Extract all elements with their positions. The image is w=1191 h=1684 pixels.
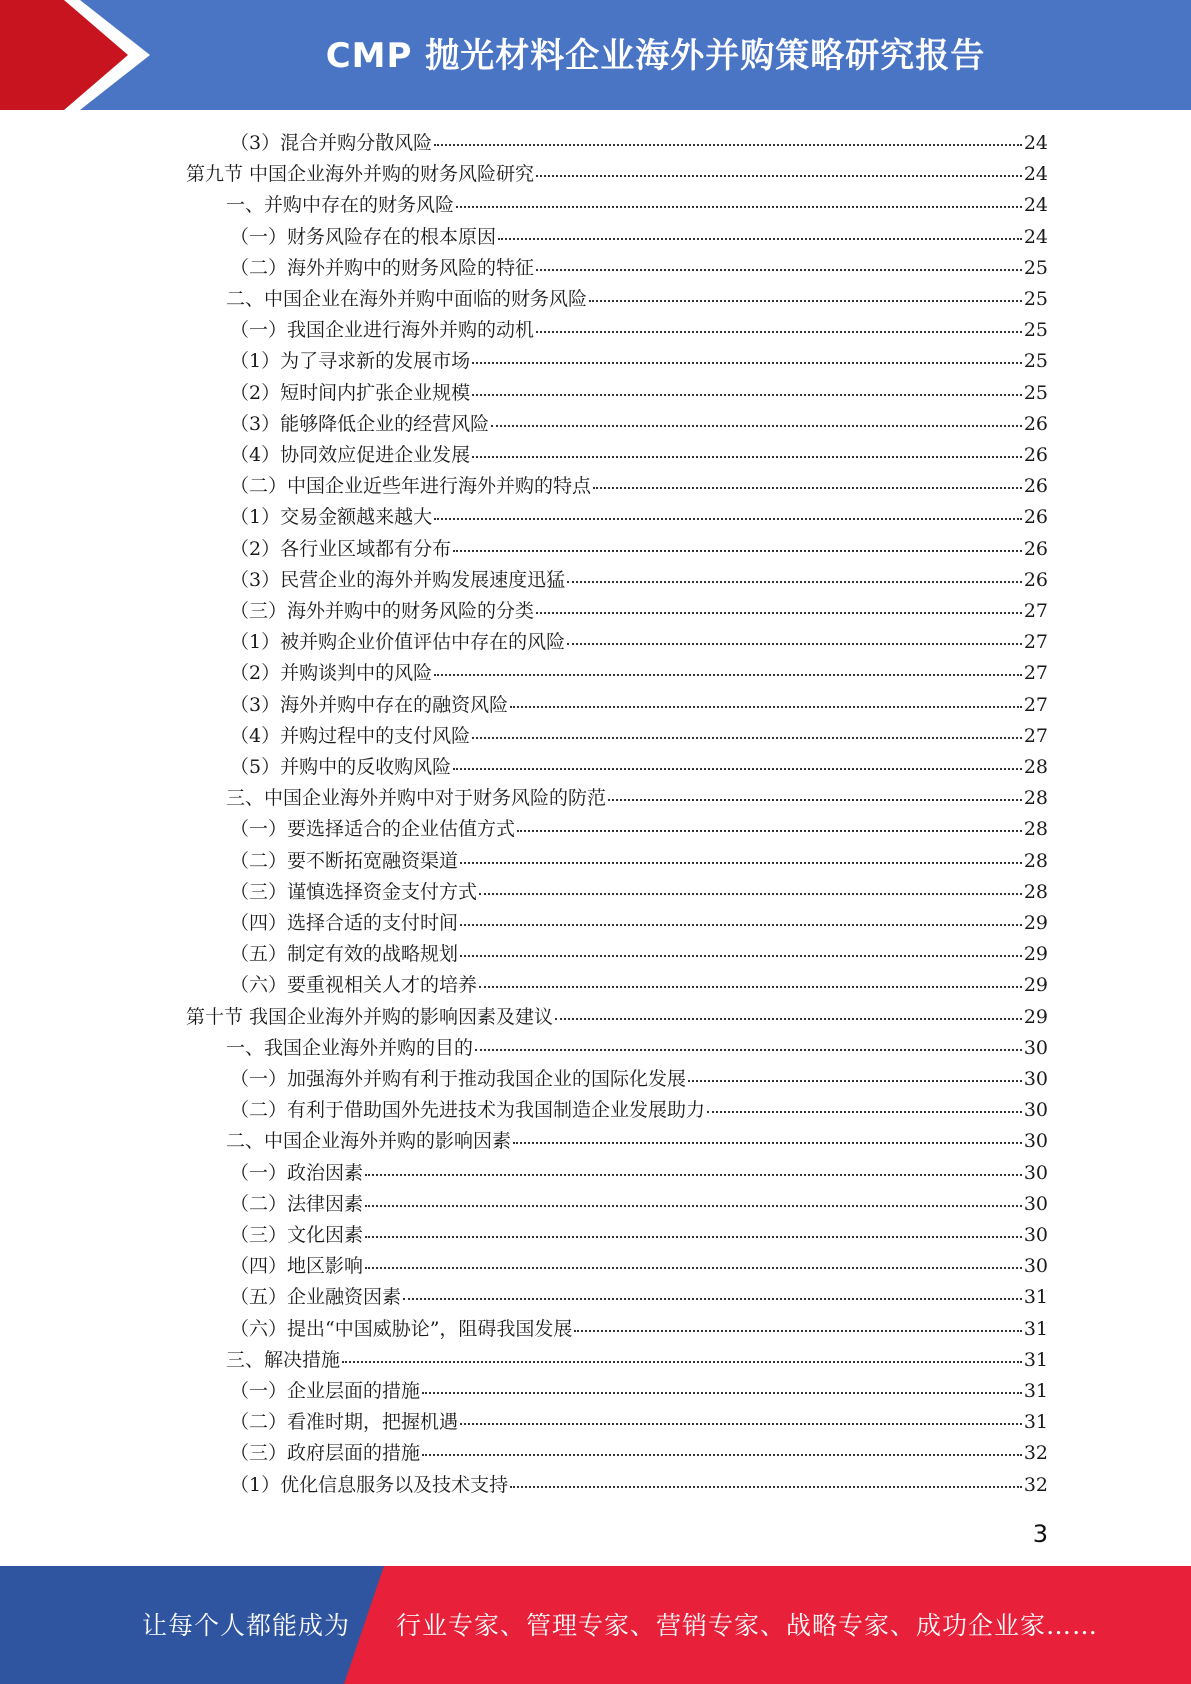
toc-dot-leader xyxy=(460,954,1022,957)
toc-entry[interactable] xyxy=(186,159,1048,189)
toc-dot-leader xyxy=(555,1017,1022,1020)
toc-entry-page: 29 xyxy=(1023,1005,1048,1028)
toc-entry-title: （2）各行业区域都有分布 xyxy=(230,537,452,560)
toc-dot-leader xyxy=(475,1048,1022,1051)
toc-entry-title: （2）短时间内扩张企业规模 xyxy=(230,381,471,404)
toc-entry-page: 29 xyxy=(1023,974,1048,997)
toc-entry-title: （二）法律因素 xyxy=(230,1192,364,1215)
toc-entry-page: 30 xyxy=(1023,1036,1048,1059)
toc-entry-title: （六）提出“中国威胁论”，阻碍我国发展 xyxy=(230,1317,573,1340)
toc-dot-leader xyxy=(608,798,1022,801)
footer-slogan-left: 让每个人都能成为 xyxy=(142,1611,351,1640)
toc-entry-title: 二、中国企业海外并购的影响因素 xyxy=(226,1130,512,1153)
toc-entry-title: （1）被并购企业价值评估中存在的风险 xyxy=(230,631,566,654)
toc-entry-page: 25 xyxy=(1023,256,1048,279)
toc-dot-leader xyxy=(574,1329,1021,1332)
toc-entry-title: （四）选择合适的支付时间 xyxy=(230,912,459,934)
toc-dot-leader xyxy=(567,580,1022,583)
toc-entry[interactable] xyxy=(226,190,1048,220)
toc-entry-title: （3）民营企业的海外并购发展速度迅猛 xyxy=(230,568,566,591)
toc-entry[interactable] xyxy=(230,1314,1048,1344)
toc-entry-title: （二）中国企业近些年进行海外并购的特点 xyxy=(230,475,592,498)
toc-entry-title: （三）海外并购中的财务风险的分类 xyxy=(230,600,535,622)
toc-entry[interactable] xyxy=(230,658,1048,688)
toc-entry[interactable] xyxy=(230,222,1048,252)
toc-entry-title: （二）海外并购中的财务风险的特征 xyxy=(230,256,535,279)
toc-entry[interactable] xyxy=(230,814,1048,844)
toc-entry[interactable] xyxy=(230,721,1048,751)
toc-dot-leader xyxy=(536,611,1022,614)
toc-entry[interactable] xyxy=(230,939,1048,969)
toc-entry-page: 30 xyxy=(1023,1130,1048,1153)
toc-entry-page: 26 xyxy=(1023,537,1048,560)
toc-entry-title: （5）并购中的反收购风险 xyxy=(230,756,452,778)
toc-entry-title: （二）有利于借助国外先进技术为我国制造企业发展助力 xyxy=(230,1099,706,1122)
toc-dot-leader xyxy=(593,486,1022,489)
toc-entry-title: （3）能够降低企业的经营风险 xyxy=(230,412,490,435)
toc-dot-leader xyxy=(472,455,1022,458)
report-title: CMP 抛光材料企业海外并购策略研究报告 xyxy=(325,36,986,76)
toc-entry[interactable] xyxy=(230,1220,1048,1250)
toc-dot-leader xyxy=(460,1422,1022,1425)
toc-entry[interactable] xyxy=(230,253,1048,283)
toc-entry[interactable] xyxy=(226,1033,1048,1063)
toc-entry-page: 31 xyxy=(1023,1286,1048,1309)
toc-entry-page: 30 xyxy=(1023,1224,1048,1246)
toc-dot-leader xyxy=(479,892,1022,895)
toc-entry[interactable] xyxy=(226,1345,1048,1375)
toc-entry-page: 31 xyxy=(1023,1411,1048,1434)
toc-entry-title: （1）交易金额越来越大 xyxy=(230,506,433,529)
toc-dot-leader xyxy=(589,299,1022,302)
toc-entry-title: （一）企业层面的措施 xyxy=(230,1380,421,1402)
toc-entry-title: （六）要重视相关人才的培养 xyxy=(230,974,478,997)
toc-entry-title: （1）为了寻求新的发展市场 xyxy=(230,350,471,373)
page-number: 3 xyxy=(1032,1520,1048,1548)
toc-entry[interactable] xyxy=(230,1470,1048,1500)
toc-entry[interactable] xyxy=(230,471,1048,501)
toc-entry[interactable] xyxy=(230,596,1048,626)
toc-entry-title: 三、中国企业海外并购中对于财务风险的防范 xyxy=(226,787,607,810)
toc-entry-title: （3）海外并购中存在的融资风险 xyxy=(230,693,509,716)
toc-entry-title: （二）看准时期，把握机遇 xyxy=(230,1411,459,1434)
toc-entry-title: （一）我国企业进行海外并购的动机 xyxy=(230,319,535,342)
toc-entry[interactable] xyxy=(230,1189,1048,1219)
toc-entry-page: 29 xyxy=(1023,912,1048,934)
toc-entry-page: 30 xyxy=(1023,1255,1048,1278)
toc-entry-page: 26 xyxy=(1023,444,1048,466)
toc-entry-title: （4）并购过程中的支付风险 xyxy=(230,724,471,747)
toc-entry[interactable] xyxy=(230,1095,1048,1125)
toc-entry[interactable] xyxy=(230,565,1048,595)
toc-entry-page: 26 xyxy=(1023,475,1048,498)
toc-entry[interactable] xyxy=(230,346,1048,376)
toc-entry[interactable] xyxy=(226,1126,1048,1156)
toc-entry-page: 24 xyxy=(1023,194,1048,217)
toc-dot-leader xyxy=(365,1235,1022,1238)
toc-entry[interactable] xyxy=(230,440,1048,470)
toc-dot-leader xyxy=(403,1297,1022,1300)
toc-entry-page: 25 xyxy=(1023,288,1048,310)
toc-entry-page: 26 xyxy=(1023,568,1048,591)
toc-entry[interactable] xyxy=(230,877,1048,907)
toc-entry-page: 29 xyxy=(1023,943,1048,966)
toc-entry-title: 第十节 我国企业海外并购的影响因素及建议 xyxy=(186,1005,554,1028)
toc-entry-page: 26 xyxy=(1023,506,1048,529)
toc-dot-leader xyxy=(456,205,1022,208)
toc-entry[interactable] xyxy=(226,284,1048,314)
toc-dot-leader xyxy=(536,174,1022,177)
toc-dot-leader xyxy=(460,861,1022,864)
toc-entry-page: 30 xyxy=(1023,1161,1048,1184)
toc-entry-title: （三）文化因素 xyxy=(230,1224,364,1246)
toc-dot-leader xyxy=(688,1079,1022,1082)
toc-entry[interactable] xyxy=(230,1158,1048,1188)
toc-entry-title: （一）要选择适合的企业估值方式 xyxy=(230,818,516,841)
toc-dot-leader xyxy=(567,642,1022,645)
toc-dot-leader xyxy=(434,143,1022,146)
toc-entry-title: 三、解决措施 xyxy=(226,1348,341,1371)
toc-entry[interactable] xyxy=(186,1002,1048,1032)
footer-banner xyxy=(0,1566,1191,1684)
toc-entry[interactable] xyxy=(230,908,1048,938)
toc-entry-title: 第九节 中国企业海外并购的财务风险研究 xyxy=(186,163,535,186)
toc-entry[interactable] xyxy=(230,1438,1048,1468)
toc-entry-page: 24 xyxy=(1023,163,1048,186)
toc-entry[interactable] xyxy=(230,1251,1048,1281)
toc-dot-leader xyxy=(498,237,1022,240)
toc-entry-page: 28 xyxy=(1023,818,1048,841)
toc-dot-leader xyxy=(365,1204,1022,1207)
toc-entry-title: （一）财务风险存在的根本原因 xyxy=(230,225,497,248)
toc-entry-page: 26 xyxy=(1023,412,1048,435)
toc-entry-page: 30 xyxy=(1023,1192,1048,1215)
toc-entry[interactable] xyxy=(230,1407,1048,1437)
toc-entry[interactable] xyxy=(230,752,1048,782)
toc-dot-leader xyxy=(460,923,1022,926)
footer-slogan-right: 行业专家、管理专家、营销专家、战略专家、成功企业家…… xyxy=(396,1611,1099,1640)
toc-dot-leader xyxy=(342,1360,1022,1363)
toc-entry-page: 27 xyxy=(1023,724,1048,747)
toc-entry-page: 28 xyxy=(1023,880,1048,903)
toc-entry-page: 30 xyxy=(1023,1099,1048,1122)
toc-dot-leader xyxy=(517,829,1022,832)
toc-entry-title: （二）要不断拓宽融资渠道 xyxy=(230,849,459,872)
toc-dot-leader xyxy=(422,1453,1022,1456)
toc-entry[interactable] xyxy=(226,783,1048,813)
toc-entry-title: （一）加强海外并购有利于推动我国企业的国际化发展 xyxy=(230,1068,687,1090)
toc-entry[interactable] xyxy=(230,627,1048,657)
toc-entry-page: 27 xyxy=(1023,693,1048,716)
toc-dot-leader xyxy=(536,330,1022,333)
toc-entry-title: （4）协同效应促进企业发展 xyxy=(230,444,471,466)
toc-entry[interactable] xyxy=(230,690,1048,720)
toc-entry-title: 二、中国企业在海外并购中面临的财务风险 xyxy=(226,288,588,310)
toc-dot-leader xyxy=(453,767,1022,770)
toc-entry-page: 32 xyxy=(1023,1473,1048,1496)
toc-entry-page: 25 xyxy=(1023,381,1048,404)
toc-entry-title: （1）优化信息服务以及技术支持 xyxy=(230,1473,509,1496)
toc-entry[interactable] xyxy=(230,409,1048,439)
toc-dot-leader xyxy=(453,549,1022,552)
toc-entry-page: 28 xyxy=(1023,756,1048,778)
toc-dot-leader xyxy=(365,1173,1022,1176)
toc-entry-title: 一、并购中存在的财务风险 xyxy=(226,194,455,217)
toc-entry-page: 27 xyxy=(1023,662,1048,685)
toc-dot-leader xyxy=(510,705,1022,708)
toc-entry-title: （三）谨慎选择资金支付方式 xyxy=(230,880,478,903)
toc-entry[interactable] xyxy=(230,534,1048,564)
toc-entry-title: （2）并购谈判中的风险 xyxy=(230,662,433,685)
toc-entry-title: （三）政府层面的措施 xyxy=(230,1442,421,1465)
toc-dot-leader xyxy=(472,736,1022,739)
toc-entry-title: （3）混合并购分散风险 xyxy=(230,132,433,154)
toc-dot-leader xyxy=(472,393,1022,396)
toc-entry[interactable] xyxy=(230,1064,1048,1094)
toc-dot-leader xyxy=(472,361,1022,364)
toc-entry-page: 31 xyxy=(1023,1380,1048,1402)
toc-dot-leader xyxy=(707,1110,1022,1113)
toc-entry-page: 32 xyxy=(1023,1442,1048,1465)
toc-dot-leader xyxy=(510,1485,1022,1488)
toc-entry-page: 31 xyxy=(1023,1348,1048,1371)
toc-entry[interactable] xyxy=(230,378,1048,408)
toc-dot-leader xyxy=(434,517,1022,520)
toc-entry-page: 30 xyxy=(1023,1068,1048,1090)
toc-dot-leader xyxy=(479,985,1022,988)
toc-dot-leader xyxy=(422,1391,1022,1394)
toc-entry-page: 27 xyxy=(1023,631,1048,654)
toc-entry-title: （五）制定有效的战略规划 xyxy=(230,943,459,966)
toc-entry[interactable] xyxy=(230,846,1048,876)
toc-entry-title: （一）政治因素 xyxy=(230,1161,364,1184)
toc-entry-page: 27 xyxy=(1023,600,1048,622)
toc-entry[interactable] xyxy=(230,315,1048,345)
toc-entry-title: 一、我国企业海外并购的目的 xyxy=(226,1036,474,1059)
toc-entry-title: （五）企业融资因素 xyxy=(230,1286,402,1309)
toc-entry[interactable] xyxy=(230,502,1048,532)
toc-entry-title: （四）地区影响 xyxy=(230,1255,364,1278)
toc-dot-leader xyxy=(513,1141,1022,1144)
header-banner xyxy=(0,0,1191,110)
toc-entry-page: 28 xyxy=(1023,787,1048,810)
toc-dot-leader xyxy=(491,424,1022,427)
toc-entry[interactable] xyxy=(230,1282,1048,1312)
toc-entry-page: 31 xyxy=(1023,1317,1048,1340)
toc-entry[interactable] xyxy=(230,128,1048,158)
toc-entry-page: 25 xyxy=(1023,319,1048,342)
toc-dot-leader xyxy=(536,268,1022,271)
toc-entry[interactable] xyxy=(230,1376,1048,1406)
toc-entry-page: 28 xyxy=(1023,849,1048,872)
toc-entry-page: 24 xyxy=(1023,132,1048,154)
toc-dot-leader xyxy=(365,1266,1022,1269)
toc-entry-page: 25 xyxy=(1023,350,1048,373)
toc-entry-page: 24 xyxy=(1023,225,1048,248)
toc-dot-leader xyxy=(434,673,1022,676)
toc-entry[interactable] xyxy=(230,970,1048,1000)
